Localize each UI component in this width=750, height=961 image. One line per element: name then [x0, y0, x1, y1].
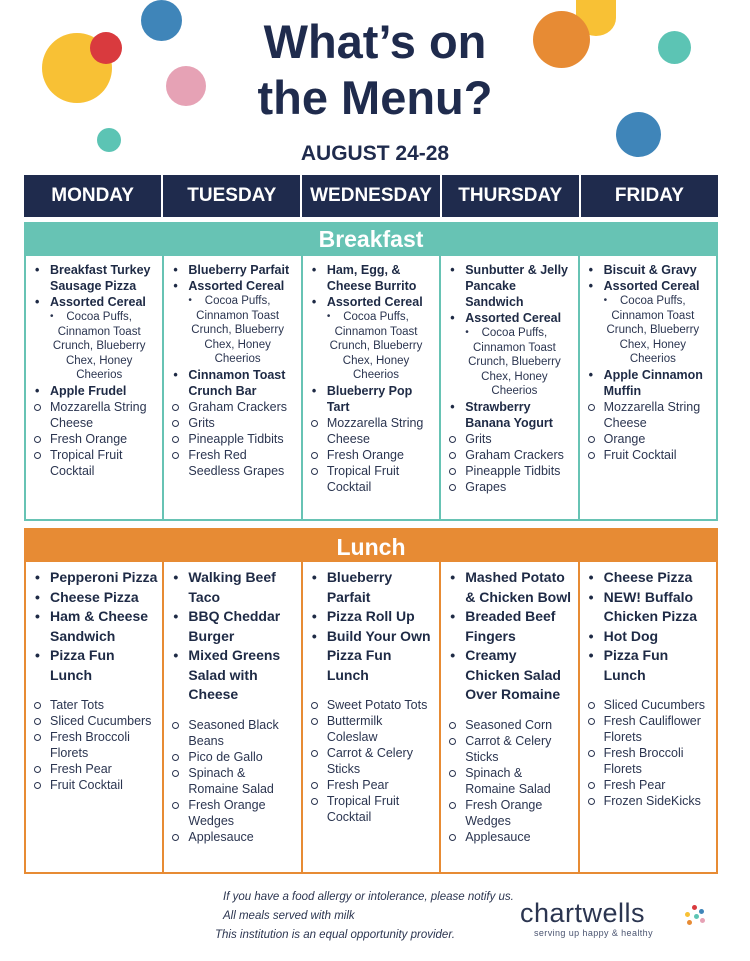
breakfast-column-thursday — [441, 256, 579, 519]
lunch-section-header: Lunch — [24, 528, 718, 562]
entree-item: • Pepperoni Pizza — [32, 568, 158, 588]
menu-list — [447, 262, 573, 495]
entree-item: • Biscuit & Gravy — [586, 262, 712, 278]
breakfast-grid — [24, 256, 718, 521]
side-item: Spinach & Romaine Salad — [447, 765, 573, 797]
entree-item: • Ham & Cheese Sandwich — [32, 607, 158, 646]
side-item: Pineapple Tidbits — [447, 463, 573, 479]
day-header-thursday: THURSDAY — [442, 175, 581, 217]
title-line-1: What’s on — [263, 15, 487, 68]
entree-item: • Blueberry Parfait — [170, 262, 296, 278]
side-item: Pico de Gallo — [170, 749, 296, 765]
side-item: Sliced Cucumbers — [32, 713, 158, 729]
breakfast-column-monday — [26, 256, 164, 519]
entree-item: • Apple Frudel — [32, 383, 158, 399]
entree-item: • Walking Beef Taco — [170, 568, 296, 607]
spacer — [586, 685, 712, 697]
decor-dot-blue-right — [616, 112, 661, 157]
logo-dots-icon — [685, 904, 709, 928]
side-item: Tropical Fruit Cocktail — [309, 463, 435, 495]
side-item: Fresh Orange — [32, 431, 158, 447]
entree-item: • Blueberry Pop Tart — [309, 383, 435, 415]
entree-item: • NEW! Buffalo Chicken Pizza — [586, 588, 712, 627]
entree-item: • Assorted Cereal — [309, 294, 435, 310]
entree-item: • Assorted Cereal — [32, 294, 158, 310]
side-item: Buttermilk Coleslaw — [309, 713, 435, 745]
menu-list — [170, 568, 296, 845]
side-item: Fresh Cauliflower Florets — [586, 713, 712, 745]
side-item: Grits — [447, 431, 573, 447]
brand-name: chartwells — [520, 898, 646, 928]
menu-list — [447, 568, 573, 845]
menu-list — [586, 262, 712, 463]
entree-item: • Pizza Fun Lunch — [586, 646, 712, 685]
side-item: Tater Tots — [32, 697, 158, 713]
menu-list — [170, 262, 296, 479]
side-item: Fresh Broccoli Florets — [586, 745, 712, 777]
entree-item: • Cheese Pizza — [32, 588, 158, 608]
spacer — [447, 705, 573, 717]
day-header-row — [24, 175, 718, 217]
side-item: Frozen SideKicks — [586, 793, 712, 809]
side-item: Pineapple Tidbits — [170, 431, 296, 447]
side-item: Sweet Potato Tots — [309, 697, 435, 713]
milk-notice: All meals served with milk — [223, 910, 355, 922]
cereal-options: • Cocoa Puffs, Cinnamon Toast Crunch, Blueberry Chex, Honey Cheerios — [309, 310, 435, 383]
page-title — [200, 14, 550, 126]
side-item: Grits — [170, 415, 296, 431]
entree-item: • Assorted Cereal — [447, 310, 573, 326]
entree-item: • Cheese Pizza — [586, 568, 712, 588]
cereal-options: • Cocoa Puffs, Cinnamon Toast Crunch, Blueberry Chex, Honey Cheerios — [447, 326, 573, 399]
side-item: Tropical Fruit Cocktail — [309, 793, 435, 825]
side-item: Carrot & Celery Sticks — [309, 745, 435, 777]
entree-item: • Pizza Fun Lunch — [32, 646, 158, 685]
day-header-friday: FRIDAY — [614, 185, 684, 206]
side-item: Applesauce — [170, 829, 296, 845]
day-header-monday: MONDAY — [24, 175, 163, 217]
date-range: AUGUST 24-28 — [300, 142, 450, 165]
title-line-2: the Menu? — [257, 71, 493, 124]
entree-item: • Apple Cinnamon Muffin — [586, 367, 712, 399]
breakfast-column-friday — [580, 256, 716, 519]
side-item: Fruit Cocktail — [32, 777, 158, 793]
decor-dot-blue-top — [141, 0, 182, 41]
day-header-tuesday: TUESDAY — [163, 175, 302, 217]
menu-list — [309, 262, 435, 495]
breakfast-column-tuesday — [164, 256, 302, 519]
side-item: Applesauce — [447, 829, 573, 845]
entree-item: • Pizza Roll Up — [309, 607, 435, 627]
entree-item: • Assorted Cereal — [586, 278, 712, 294]
side-item: Fresh Orange Wedges — [170, 797, 296, 829]
lunch-column-tuesday — [164, 562, 302, 872]
decor-dot-teal-right — [658, 31, 691, 64]
side-item: Orange — [586, 431, 712, 447]
menu-list — [309, 568, 435, 825]
side-item: Mozzarella String Cheese — [586, 399, 712, 431]
side-item: Fresh Pear — [586, 777, 712, 793]
side-item: Spinach & Romaine Salad — [170, 765, 296, 797]
chartwells-logo — [520, 898, 720, 938]
spacer — [170, 705, 296, 717]
side-item: Sliced Cucumbers — [586, 697, 712, 713]
entree-item: • BBQ Cheddar Burger — [170, 607, 296, 646]
entree-item: • Mixed Greens Salad with Cheese — [170, 646, 296, 705]
side-item: Graham Crackers — [170, 399, 296, 415]
decor-dot-red — [90, 32, 122, 64]
entree-item: • Sunbutter & Jelly Pancake Sandwich — [447, 262, 573, 310]
side-item: Graham Crackers — [447, 447, 573, 463]
lunch-column-monday — [26, 562, 164, 872]
entree-item: • Strawberry Banana Yogurt — [447, 399, 573, 431]
breakfast-section-header: Breakfast — [24, 222, 718, 256]
spacer — [309, 685, 435, 697]
side-item: Fresh Orange Wedges — [447, 797, 573, 829]
side-item: Fresh Broccoli Florets — [32, 729, 158, 761]
cereal-options: • Cocoa Puffs, Cinnamon Toast Crunch, Blueberry Chex, Honey Cheerios — [32, 310, 158, 383]
side-item: Fruit Cocktail — [586, 447, 712, 463]
cereal-options: • Cocoa Puffs, Cinnamon Toast Crunch, Blueberry Chex, Honey Cheerios — [170, 294, 296, 367]
equal-opportunity-notice: This institution is an equal opportunity provider. — [215, 929, 455, 941]
entree-item: • Hot Dog — [586, 627, 712, 647]
brand-tagline: serving up happy & healthy — [534, 928, 653, 938]
entree-item: • Creamy Chicken Salad Over Romaine — [447, 646, 573, 705]
side-item: Fresh Orange — [309, 447, 435, 463]
side-item: Carrot & Celery Sticks — [447, 733, 573, 765]
side-item: Fresh Pear — [309, 777, 435, 793]
entree-item: • Assorted Cereal — [170, 278, 296, 294]
lunch-grid — [24, 562, 718, 874]
lunch-column-wednesday — [303, 562, 441, 872]
menu-list — [32, 262, 158, 479]
entree-item: • Breaded Beef Fingers — [447, 607, 573, 646]
decor-dot-teal-small — [97, 128, 121, 152]
entree-item: • Blueberry Parfait — [309, 568, 435, 607]
entree-item: • Ham, Egg, & Cheese Burrito — [309, 262, 435, 294]
breakfast-column-wednesday — [303, 256, 441, 519]
side-item: Seasoned Corn — [447, 717, 573, 733]
spacer — [32, 685, 158, 697]
entree-item: • Build Your Own Pizza Fun Lunch — [309, 627, 435, 686]
lunch-column-friday — [580, 562, 716, 872]
entree-item: • Breakfast Turkey Sausage Pizza — [32, 262, 158, 294]
side-item: Mozzarella String Cheese — [32, 399, 158, 431]
footer-notes — [185, 888, 515, 945]
lunch-column-thursday — [441, 562, 579, 872]
allergy-notice: If you have a food allergy or intolerance, please notify us. — [223, 891, 514, 903]
menu-list — [32, 568, 158, 793]
side-item: Tropical Fruit Cocktail — [32, 447, 158, 479]
side-item: Seasoned Black Beans — [170, 717, 296, 749]
side-item: Mozzarella String Cheese — [309, 415, 435, 447]
cereal-options: • Cocoa Puffs, Cinnamon Toast Crunch, Blueberry Chex, Honey Cheerios — [586, 294, 712, 367]
menu-list — [586, 568, 712, 809]
entree-item: • Mashed Potato & Chicken Bowl — [447, 568, 573, 607]
side-item: Grapes — [447, 479, 573, 495]
day-header-wednesday: WEDNESDAY — [302, 175, 441, 217]
side-item: Fresh Pear — [32, 761, 158, 777]
entree-item: • Cinnamon Toast Crunch Bar — [170, 367, 296, 399]
side-item: Fresh Red Seedless Grapes — [170, 447, 296, 479]
